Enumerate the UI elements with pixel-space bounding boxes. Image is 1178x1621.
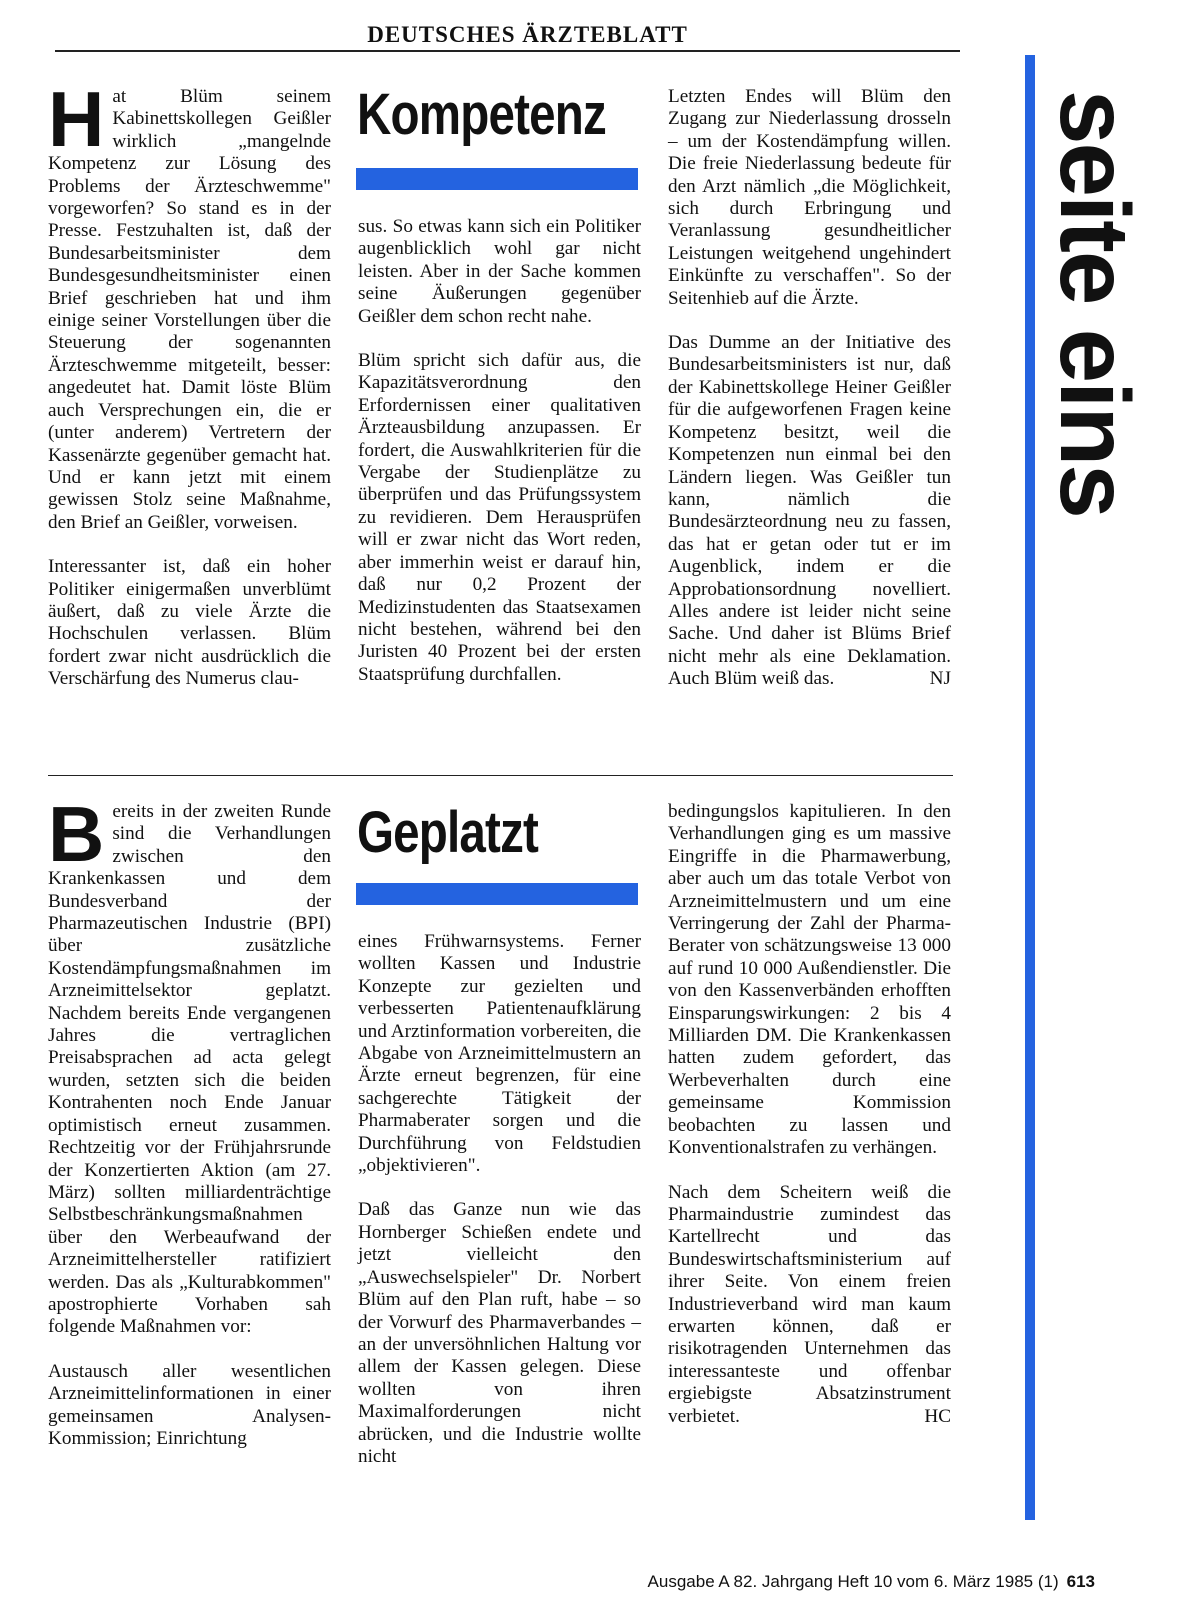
article2-col1-paragraph-1 [48,790,331,1339]
article1-headline: Kompetenz [357,82,606,147]
article1-col3-p2-text: Das Dumme an der Initiative des Bundesarbeitsministers ist nur, daß der Kabinettskollege Heiner Geißler für die aufgeworfenen Fragen keine Kompetenz besitzt, weil die Kompetenzen nun einmal bei den Ländern liegen. Was Geißler tun kann, nämlich die Bundesärzteordnung neu zu fassen, das hat er getan oder tut er im Augenblick, indem er die Approbationsordnung novelliert. Alles andere ist leider nicht seine Sache. Und daher ist Blüms Brief nicht mehr als eine Deklamation. Auch Blüm weiß das. [668,332,951,690]
page-footer [575,1572,1095,1592]
author-signature: NJ [929,668,951,690]
article2-headline-band [356,883,638,905]
section-label-text: seite eins [1040,90,1150,517]
masthead: DEUTSCHES ÄRZTEBLATT [367,22,688,47]
article1-col2-paragraph-1: sus. So etwas kann sich ein Politiker augenblicklich wohl gar nicht leisten. Aber in der Sache kommen seine Äußerungen gegenüber Geißler dem schon recht nahe. [358,216,641,327]
article2-column-3 [668,801,951,1428]
article1-col1-paragraph-2: Interessanter ist, daß ein hoher Politiker einigermaßen unverblümt äußert, daß zu viele Ärzte die Hochschulen verlassen. Blüm fordert zwar nicht ausdrücklich die Verschärfung des Numerus clau- [48,556,331,690]
article-divider [48,775,953,776]
section-accent-bar [1025,55,1035,1520]
author-signature: HC [924,1405,951,1427]
article1-col3-paragraph-1: Letzten Endes will Blüm den Zugang zur Niederlassung drosseln – um der Kostendämpfung willen. Die freie Niederlassung bedeute für den Arzt nämlich „die Möglichkeit, sich durch Erbringung und Veranlassung gesundheitlicher Leistungen weitgehend ungehindert Einkünfte zu verschaffen". So der Seitenhieb auf die Ärzte. [668,86,951,309]
article1-column-2 [358,216,641,686]
article1-column-1 [48,75,331,691]
masthead-rule [55,50,960,52]
article1-column-3 [668,86,951,691]
article2-col1-p1-text: ereits in der zweiten Runde sind die Verhandlungen zwischen den Krankenkassen und dem Bundesverband der Pharmazeutischen Industrie (BPI) über zusätzliche Kostendämpfungsmaßnahmen im Arzneimittelsektor geplatzt. Nachdem bereits Ende vergangenen Jahres die vertraglichen Preisabsprachen ad acta gelegt wurden, setzten sich die beiden Kontrahenten noch Ende Januar optimistisch erneut zusammen. Rechtzeitig vor der Frühjahrsrunde der Konzertierten Aktion (am 27. März) sollten milliardenträchtige Selbstbeschränkungsmaßnahmen über den Werbeaufwand der Arzneimittelhersteller ratifiziert werden. Das als „Kulturabkommen" apostrophierte Vorhaben sah folgende Maßnahmen vor: [48,801,331,1338]
article2-column-2 [358,931,641,1468]
article2-col1-paragraph-2: Austausch aller wesentlichen Arzneimittelinformationen in einer gemeinsamen Analysen-Kommission; Einrichtung [48,1360,331,1449]
article1-col2-paragraph-2: Blüm spricht sich dafür aus, die Kapazitätsverordnung den Erfordernissen einer qualitativen Ärzteausbildung anzupassen. Er fordert, die Auswahlkriterien für die Vergabe der Studienplätze zu überprüfen und das Prüfungssystem zu revidieren. Dem Herausprüfen will er zwar nicht das Wort reden, aber immerhin weist er darauf hin, daß nur 0,2 Prozent der Medizinstudenten das Staatsexamen nicht bestehen, während bei den Juristen 40 Prozent bei der ersten Staatsprüfung durchfallen. [358,350,641,685]
dropcap: H [48,75,105,163]
article2-headline: Geplatzt [357,800,539,865]
article1-headline-band [356,168,638,190]
article2-col3-paragraph-2 [668,1182,951,1428]
page-number: 613 [1066,1572,1095,1591]
issue-info: Ausgabe A 82. Jahrgang Heft 10 vom 6. März 1985 (1) [647,1572,1059,1591]
article1-col1-paragraph-1 [48,75,331,534]
article1-col3-paragraph-2 [668,332,951,691]
dropcap: B [48,790,105,878]
article2-column-1 [48,790,331,1450]
article2-col3-paragraph-1: bedingungslos kapitulieren. In den Verhandlungen ging es um massive Eingriffe in die Pharmawerbung, aber auch um das totale Verbot von Arzneimittelmustern und um eine Verringerung der Zahl der Pharma-Berater von schätzungsweise 13 000 auf rund 10 000 Außendienstler. Die von den Kassenverbänden erhofften Einsparungswirkungen: 2 bis 4 Milliarden DM. Die Krankenkassen hatten zudem gefordert, das Werbeverhalten durch eine gemeinsame Kommission beobachten zu lassen und Konventionalstrafen zu verhängen. [668,801,951,1159]
article2-col2-paragraph-1: eines Frühwarnsystems. Ferner wollten Kassen und Industrie Konzepte zur gezielten und verbesserten Patientenaufklärung und Arztinformation vorbereiten, die Abgabe von Arzneimittelmustern an Ärzte erneut begrenzen, für eine sachgerechte Tätigkeit der Pharmaberater sorgen und die Durchführung von Feldstudien „objektivieren". [358,931,641,1177]
article1-col1-p1-text: at Blüm seinem Kabinettskollegen Geißler wirklich „mangelnde Kompetenz zur Lösung des Problems der Ärzteschwemme" vorgeworfen? So stand es in der Presse. Festzuhalten ist, daß der Bundesarbeitsminister dem Bundesgesundheitsminister einen Brief geschrieben hat und ihm einige seiner Vorstellungen über die Steuerung der sogenannten Ärzteschwemme mitgeteilt, besser: angedeutet hat. Damit löste Blüm auch Versprechungen ein, die er (unter anderem) Vertretern der Kassenärzte gegenüber gemacht hat. Und er kann jetzt mit einem gewissen Stolz seine Maßnahme, den Brief an Geißler, vorweisen. [48,86,331,533]
article2-col3-p2-text: Nach dem Scheitern weiß die Pharmaindustrie zumindest das Kartellrecht und das Bundeswirtschaftsministerium auf ihrer Seite. Von einem freien Industrieverband wird man kaum erwarten können, daß er risikotragenden Unternehmen das interessanteste und offenbar ergiebigste Absatzinstrument verbietet. [668,1181,951,1427]
section-label [1040,90,1150,650]
article2-col2-paragraph-2: Daß das Ganze nun wie das Hornberger Schießen endete und jetzt vielleicht den „Auswechselspieler" Dr. Norbert Blüm auf den Plan ruft, habe – so der Vorwurf des Pharmaverbandes – an der unversöhnlichen Haltung vor allem der Kassen gelegen. Diese wollten von ihren Maximalforderungen nicht abrücken, und die Industrie wollte nicht [358,1199,641,1467]
